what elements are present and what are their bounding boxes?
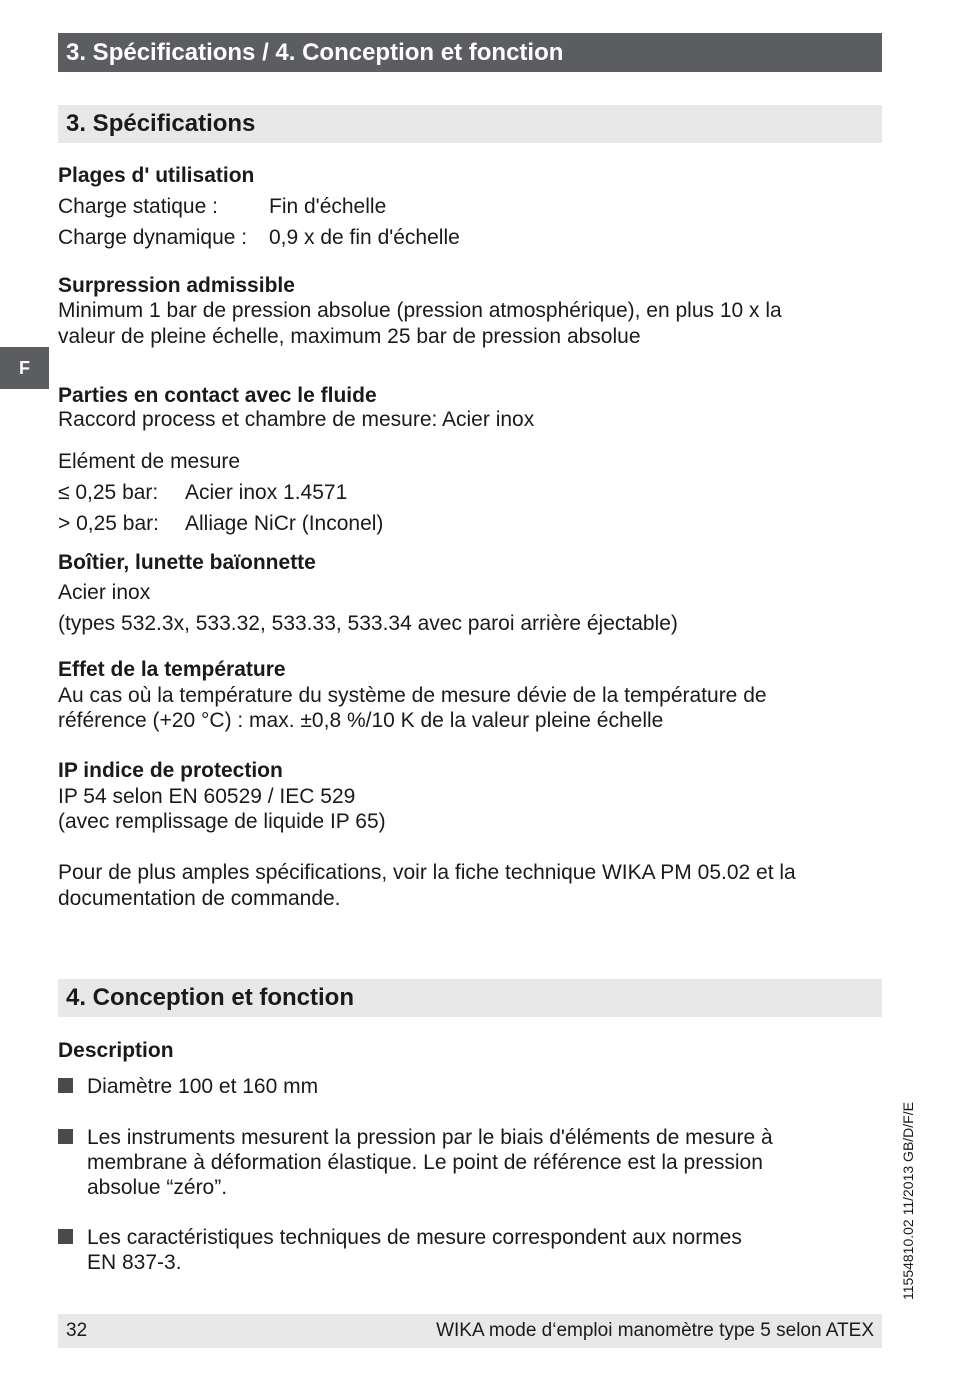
ip-line-1: IP 54 selon EN 60529 / IEC 529 <box>58 785 356 808</box>
section-4-title: 4. Conception et fonction <box>66 984 354 1011</box>
document-code: 11554810.02 11/2013 GB/D/F/E <box>900 1102 916 1300</box>
section-3-heading <box>58 105 882 143</box>
plages-heading: Plages d' utilisation <box>58 164 255 187</box>
language-tab-label: F <box>19 358 30 378</box>
bullet-2-line-2: membrane à déformation élastique. Le point de référence est la pression <box>87 1151 763 1174</box>
more-specs-line-1: Pour de plus amples spécifications, voir la fiche technique WIKA PM 05.02 et la <box>58 861 796 884</box>
bullet-square-icon <box>58 1078 73 1093</box>
surpression-line-2: valeur de pleine échelle, maximum 25 bar de pression absolue <box>58 325 641 348</box>
parties-line-1: Raccord process et chambre de mesure: Acier inox <box>58 408 535 431</box>
bullet-3-line-2: EN 837-3. <box>87 1251 182 1274</box>
boitier-heading: Boîtier, lunette baïonnette <box>58 551 316 574</box>
element-row-2-value: Alliage NiCr (Inconel) <box>185 512 384 535</box>
description-heading: Description <box>58 1039 174 1062</box>
bullet-1-line-1: Diamètre 100 et 160 mm <box>87 1075 319 1098</box>
section-3-title: 3. Spécifications <box>66 110 256 137</box>
page-header <box>58 33 882 72</box>
temperature-heading: Effet de la température <box>58 658 286 681</box>
element-row-1-label: ≤ 0,25 bar: <box>58 481 159 504</box>
element-label: Elément de mesure <box>58 450 241 473</box>
boitier-line-1: Acier inox <box>58 581 151 604</box>
bullet-3-line-1: Les caractéristiques techniques de mesure correspondent aux normes <box>87 1226 742 1249</box>
statique-label: Charge statique : <box>58 195 218 218</box>
bullet-square-icon <box>58 1229 73 1244</box>
surpression-line-1: Minimum 1 bar de pression absolue (pression atmosphérique), en plus 10 x la <box>58 299 782 322</box>
page-header-title: 3. Spécifications / 4. Conception et fonction <box>66 39 564 66</box>
parties-heading: Parties en contact avec le fluide <box>58 384 377 407</box>
dynamique-label: Charge dynamique : <box>58 226 248 249</box>
bullet-2-line-3: absolue “zéro”. <box>87 1176 228 1199</box>
footer-title: WIKA mode d‘emploi manomètre type 5 selon ATEX <box>436 1320 874 1341</box>
element-row-2-label: > 0,25 bar: <box>58 512 159 535</box>
more-specs-line-2: documentation de commande. <box>58 887 341 910</box>
bullet-2-line-1: Les instruments mesurent la pression par le biais d'éléments de mesure à <box>87 1126 773 1149</box>
page-number: 32 <box>66 1320 88 1341</box>
temperature-line-1: Au cas où la température du système de mesure dévie de la température de <box>58 684 767 707</box>
bullet-square-icon <box>58 1129 73 1144</box>
section-4-heading <box>58 979 882 1017</box>
boitier-line-2: (types 532.3x, 533.32, 533.33, 533.34 avec paroi arrière éjectable) <box>58 612 678 635</box>
surpression-heading: Surpression admissible <box>58 274 295 297</box>
ip-line-2: (avec remplissage de liquide IP 65) <box>58 810 386 833</box>
ip-heading: IP indice de protection <box>58 759 283 782</box>
statique-value: Fin d'échelle <box>269 195 387 218</box>
temperature-line-2: référence (+20 °C) : max. ±0,8 %/10 K de la valeur pleine échelle <box>58 709 664 732</box>
dynamique-value: 0,9 x de fin d'échelle <box>269 226 460 249</box>
page-footer <box>58 1314 882 1348</box>
element-row-1-value: Acier inox 1.4571 <box>185 481 348 504</box>
language-tab <box>0 347 49 389</box>
